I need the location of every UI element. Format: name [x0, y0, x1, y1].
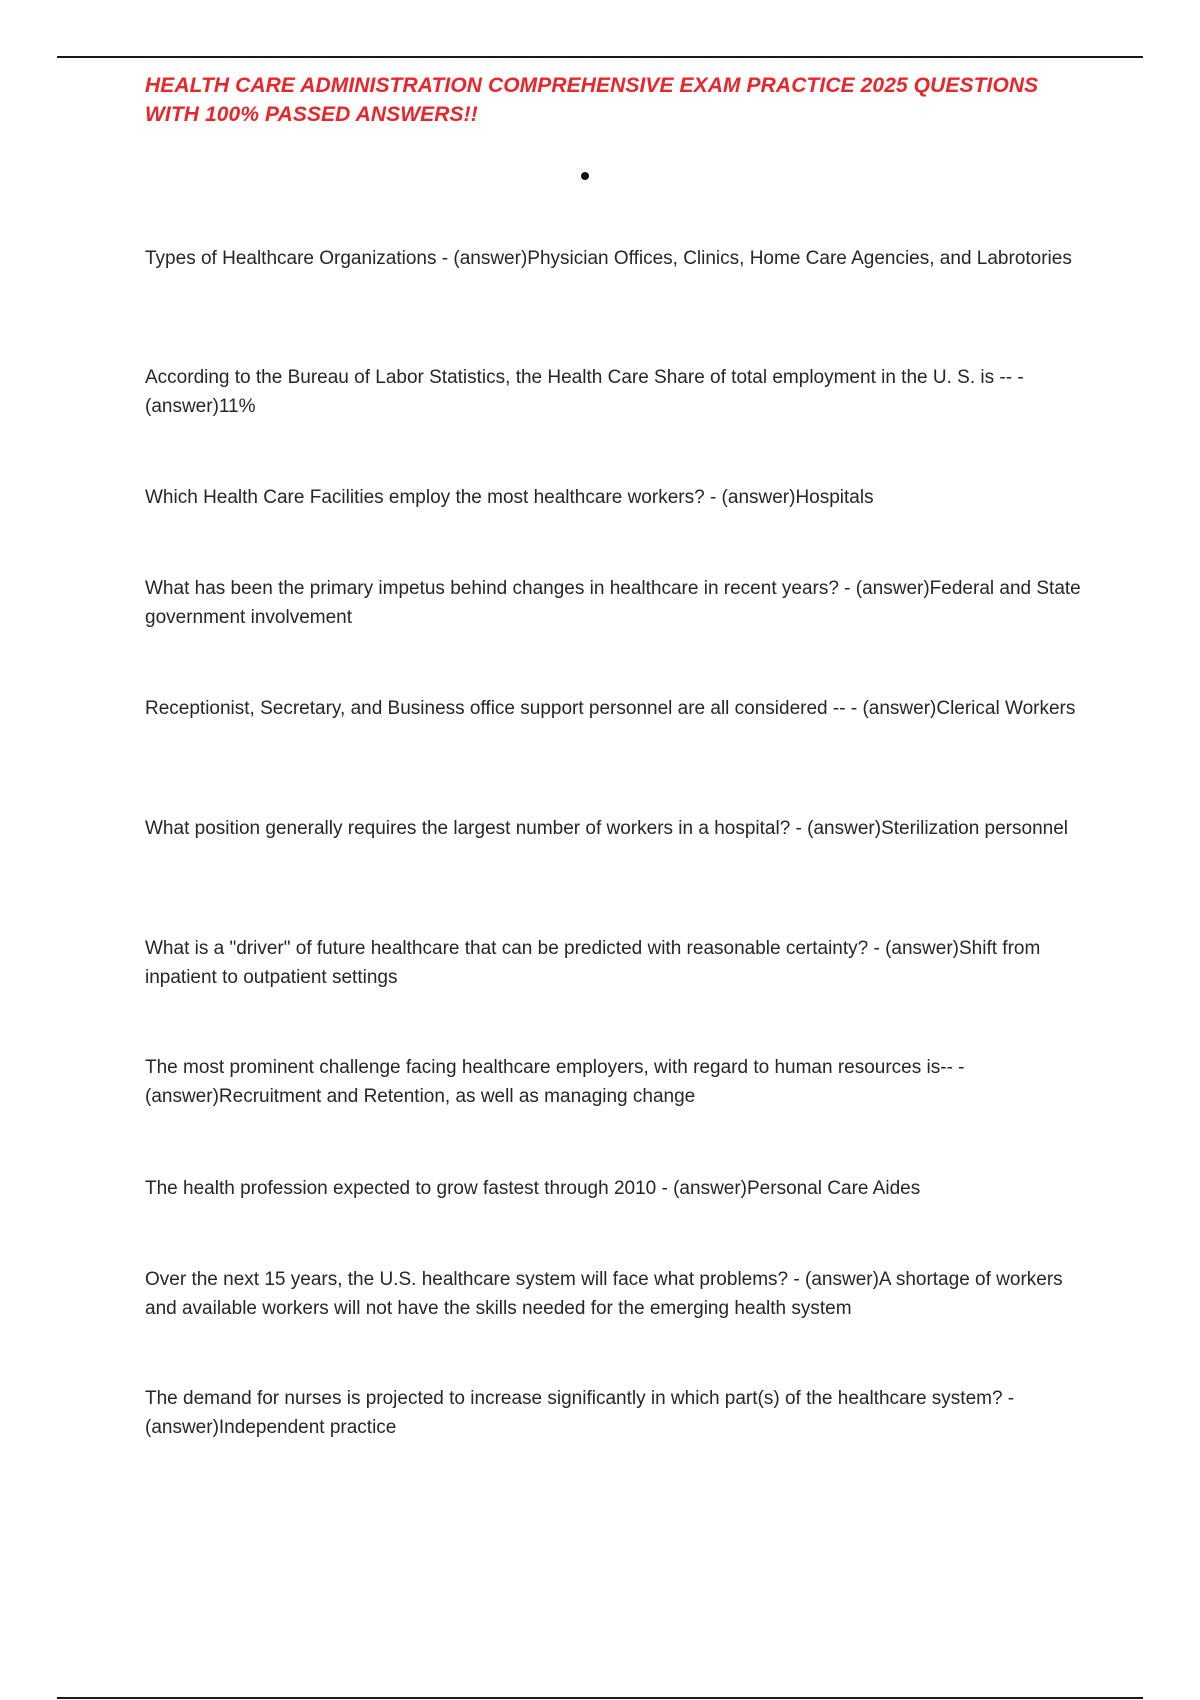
qa-item-9: The health profession expected to grow fastest through 2010 - (answer)Personal Care Aides	[145, 1178, 921, 1199]
qa-item-2: According to the Bureau of Labor Statistics, the Health Care Share of total employment in the U. S. is -- - (answer)11%	[145, 367, 1024, 417]
qa-item-10: Over the next 15 years, the U.S. healthcare system will face what problems? - (answer)A shortage of workers and available workers will not have the skills needed for the emerging health system	[145, 1269, 1063, 1319]
top-rule	[57, 56, 1143, 58]
qa-item-3: Which Health Care Facilities employ the most healthcare workers? - (answer)Hospitals	[145, 487, 874, 508]
document-title: HEALTH CARE ADMINISTRATION COMPREHENSIVE EXAM PRACTICE 2025 QUESTIONS WITH 100% PASSED ANSWERS!!	[145, 74, 1039, 126]
qa-item-5: Receptionist, Secretary, and Business office support personnel are all considered -- - (answer)Clerical Workers	[145, 698, 1076, 719]
qa-item-7: What is a "driver" of future healthcare that can be predicted with reasonable certainty? - (answer)Shift from inpatient to outpatient settings	[145, 938, 1041, 988]
qa-item-6: What position generally requires the largest number of workers in a hospital? - (answer)Sterilization personnel	[145, 818, 1069, 839]
bullet-dot	[581, 172, 589, 180]
qa-item-1: Types of Healthcare Organizations - (answer)Physician Offices, Clinics, Home Care Agencies, and Labrotories	[145, 248, 1072, 269]
qa-item-11: The demand for nurses is projected to increase significantly in which part(s) of the healthcare system? - (answer)Independent practice	[145, 1388, 1015, 1438]
bottom-rule	[57, 1697, 1143, 1699]
qa-item-8: The most prominent challenge facing healthcare employers, with regard to human resources is-- - (answer)Recruitment and Retention, as well as managing change	[145, 1057, 965, 1107]
qa-item-4: What has been the primary impetus behind changes in healthcare in recent years? - (answer)Federal and State government involvement	[145, 578, 1081, 628]
